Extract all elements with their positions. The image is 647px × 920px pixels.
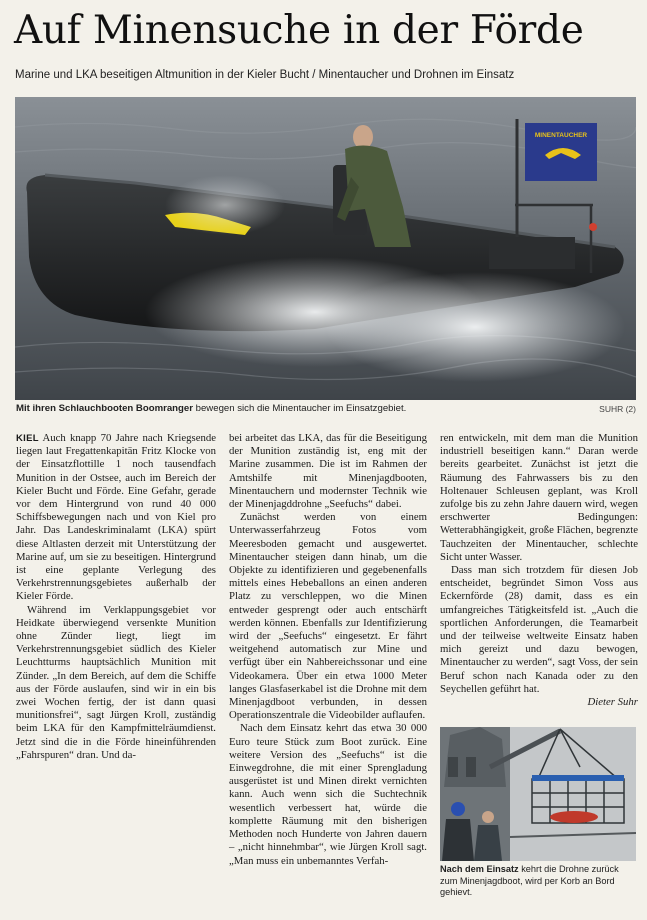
paragraph: Dass man sich trotzdem für diesen Job entscheidet, begründet Simon Voss aus Eckernförde (28) damit, dass es ein umfangreiches Tätigkeitsfeld ist. „Auch die sportlichen Anforderungen, die Teamarbeit und der teilweise weltweite Einsatz haben mich gereizt und dazu bewogen, Minentaucher zu werden“, sagt Voss, der sein Beruf schon nach Kanada oder zu den Seychellen geführt hat. [440, 564, 638, 695]
drone-photo-caption [440, 864, 637, 899]
paragraph: Zunächst werden von einem Unterwasserfahrzeug Fotos vom Meeresboden gemacht und ausgewertet. Minentaucher steigen dann hinab, um die Objekte zu identifizieren und gegebenenfalls mittels eines Hebeballons an einen anderen Platz zu verschleppen, wo die Minen entweder gesprengt oder auch entschärft werden können. Ebenfalls zur Identifizierung wird der „Seefuchs“ eingesetzt. Er fährt weitgehend automatisch zur Mine und verfügt über ein Nahbereichssonar und eine Videokamera. Über ein etwa 1000 Meter langes Glasfaserkabel ist die Drohne mit dem Minenjagdboot verbunden, in dessen Operationszentrale die Videobilder auflaufen. [229, 511, 427, 722]
article-column-1 [16, 432, 216, 762]
photo-caption-text: bewegen sich die Minentaucher im Einsatzgebiet. [192, 403, 407, 414]
headline: Auf Minensuche in der Förde [14, 8, 584, 53]
main-photo-boat [15, 97, 636, 400]
author-byline: Dieter Suhr [587, 696, 638, 709]
flag-text: MINENTAUCHER [534, 132, 588, 139]
paragraph: Nach dem Einsatz kehrt das etwa 30 000 Euro teure Stück zum Boot zurück. Eine weitere Version des „Seefuchs“ ist die Einwegdrohne, die mit einer Sprengladung ausgerüstet ist und Minen direkt vernichten kann. Auch wenn sich die Suchtechnik wesentlich verbessert hat, würde die komplette Räumung mit den bisherigen Methoden noch Hunderte von Jahren dauern – „nicht hinnehmbar“, wie Jürgen Kroll sagt. „Man muss ein unbemanntes Verfah- [229, 722, 427, 867]
photo-credit: SUHR (2) [599, 404, 636, 414]
article-column-2 [229, 432, 427, 868]
subheadline: Marine und LKA beseitigen Altmunition in der Kieler Bucht / Minentaucher und Drohnen im Einsatz [15, 69, 515, 81]
paragraph-text: Auch knapp 70 Jahre nach Kriegsende liegen laut Fregattenkapitän Fritz Klocke von der Einsatzflottille 1 noch tausendfach Munition in der Ostsee, auch im Bereich der Kieler Bucht und Förde. Eine Gefahr, gerade vor dem Hintergrund von rund 40 000 Schiffsbewegungen nach und von Kiel pro Jahr. Das Landeskriminalamt (LKA) spürt diese Altlasten derzeit mit Unterstützung der Marine auf, um sie zu beseitigen. Hintergrund ist eine geplante Verlegung des Verkehrstrennungsgebietes außerhalb der Kieler Förde. [16, 432, 216, 603]
drone-basket-photo [440, 727, 636, 861]
drone-caption-bold: Nach dem Einsatz [440, 864, 519, 874]
paragraph: ren entwickeln, mit dem man die Munition industriell beseitigen kann.“ Daran werde bereits gearbeitet. Zunächst ist jetzt die Räumung des Fahrwassers bis zu den Holtenauer Schleusen geplant, was Kroll zufolge bis zu zehn Jahre dauern wird, wegen erschwerter Bedingungen: Wetterabhängigkeit, große Flächen, begrenzte Tauchzeiten der Minentaucher, schlechte Sicht unter Wasser. [440, 432, 638, 563]
paragraph: bei arbeitet das LKA, das für die Beseitigung der Munition zuständig ist, eng mit der Marine zusammen. Die ist im Rahmen der Amtshilfe mit Minenjagdbooten, Minentauchern und modernster Technik wie der Minenjagddrohne „Seefuchs“ dabei. [229, 432, 427, 511]
drone-caption-text: kehrt die Drohne zurück zum Minenjagdboot, wird per Korb an Bord gehievt. [440, 864, 619, 898]
photo-caption [16, 402, 576, 415]
paragraph: Während im Verklappungsgebiet vor Heidkate überwiegend versenkte Munition ohne Zünder liegt, liegt im Verkehrstrennungsgebiet südlich des Kieler Leuchtturms hauptsächlich Munition mit Zünder. „In dem Bereich, auf dem die Schiffe aus der Förde auslaufen, sind wir in ein bis zwei Wochen fertig, der ist dann quasi munitionsfrei“, sagt Jürgen Kroll, zuständig beim LKA für den Kampfmittelräumdienst. Jetzt sind die in die Förde hineinführenden „Fahrspuren“ dran. Und da- [16, 603, 216, 761]
dateline: KIEL [16, 433, 39, 444]
paragraph [16, 432, 216, 604]
article-column-3 [440, 432, 638, 709]
photo-caption-bold: Mit ihren Schlauchbooten Boomranger [16, 403, 193, 414]
